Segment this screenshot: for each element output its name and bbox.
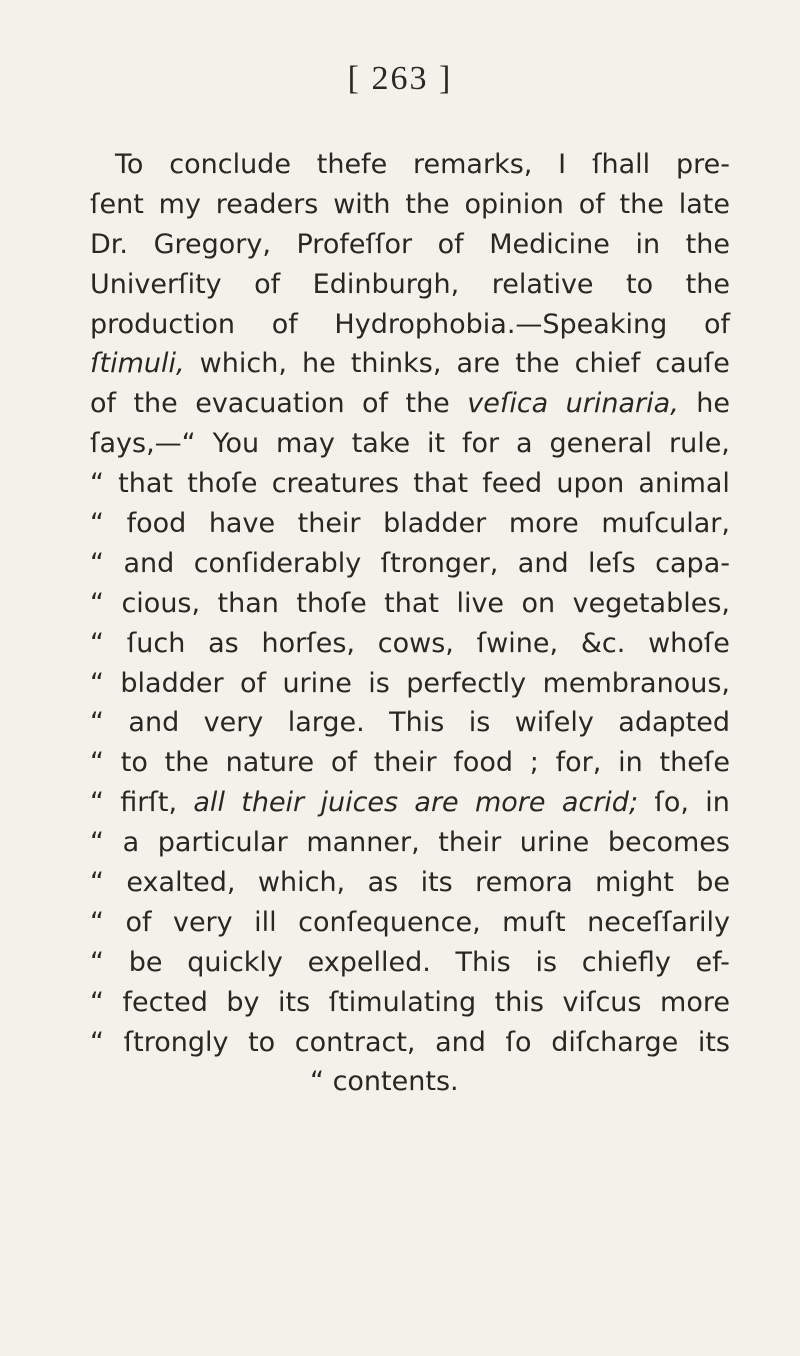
text-line-16: “ to the nature of their food ; for, in theſe — [90, 747, 730, 779]
text-line-21: “ be quickly expelled. This is chiefly ef- — [90, 946, 730, 978]
text-line-23: “ ſtrongly to contract, and ſo diſcharge its — [90, 1026, 730, 1058]
text-line-14: “ bladder of urine is perfectly membranous, — [90, 667, 730, 699]
text-line-19: “ exalted, which, as its remora might be — [90, 867, 730, 899]
text-line-3: Dr. Gregory, Profeſſor of Medicine in the — [90, 228, 730, 260]
text-line-17: “ firſt, all their juices are more acrid; ſo, in — [90, 787, 730, 819]
text-line-13: “ ſuch as horſes, cows, ſwine, &c. whoſe — [90, 627, 730, 659]
page-number-header: [ 263 ] — [347, 60, 453, 97]
text-line-7: of the evacuation of the veſica urinaria, he — [90, 388, 730, 420]
text-line-11: “ and conſiderably ſtronger, and leſs capa- — [90, 547, 730, 579]
text-line-20: “ of very ill conſequence, muſt neceſſarily — [90, 906, 730, 938]
text-line-12: “ cious, than thoſe that live on vegetables, — [90, 587, 730, 619]
text-line-5: production of Hydrophobia.—Speaking of — [90, 308, 730, 340]
text-line-6: ſtimuli, which, he thinks, are the chief cauſe — [90, 348, 730, 380]
body-text — [90, 145, 730, 1102]
text-line-2: ſent my readers with the opinion of the late — [90, 188, 730, 220]
text-line-10: “ food have their bladder more muſcular, — [90, 508, 730, 540]
text-line-4: Univerſity of Edinburgh, relative to the — [90, 268, 730, 300]
text-line-15: “ and very large. This is wiſely adapted — [90, 707, 730, 739]
text-line-9: “ that thoſe creatures that feed upon animal — [90, 468, 730, 500]
text-line-1: To conclude thefe remarks, I ſhall pre- — [115, 149, 730, 180]
text-line-8: ſays,—“ You may take it for a general rule, — [90, 428, 730, 460]
text-line-18: “ a particular manner, their urine becomes — [90, 827, 730, 859]
text-line-22: “ fected by its ſtimulating this viſcus more — [90, 986, 730, 1018]
text-line-24: “ contents. — [310, 1066, 459, 1098]
